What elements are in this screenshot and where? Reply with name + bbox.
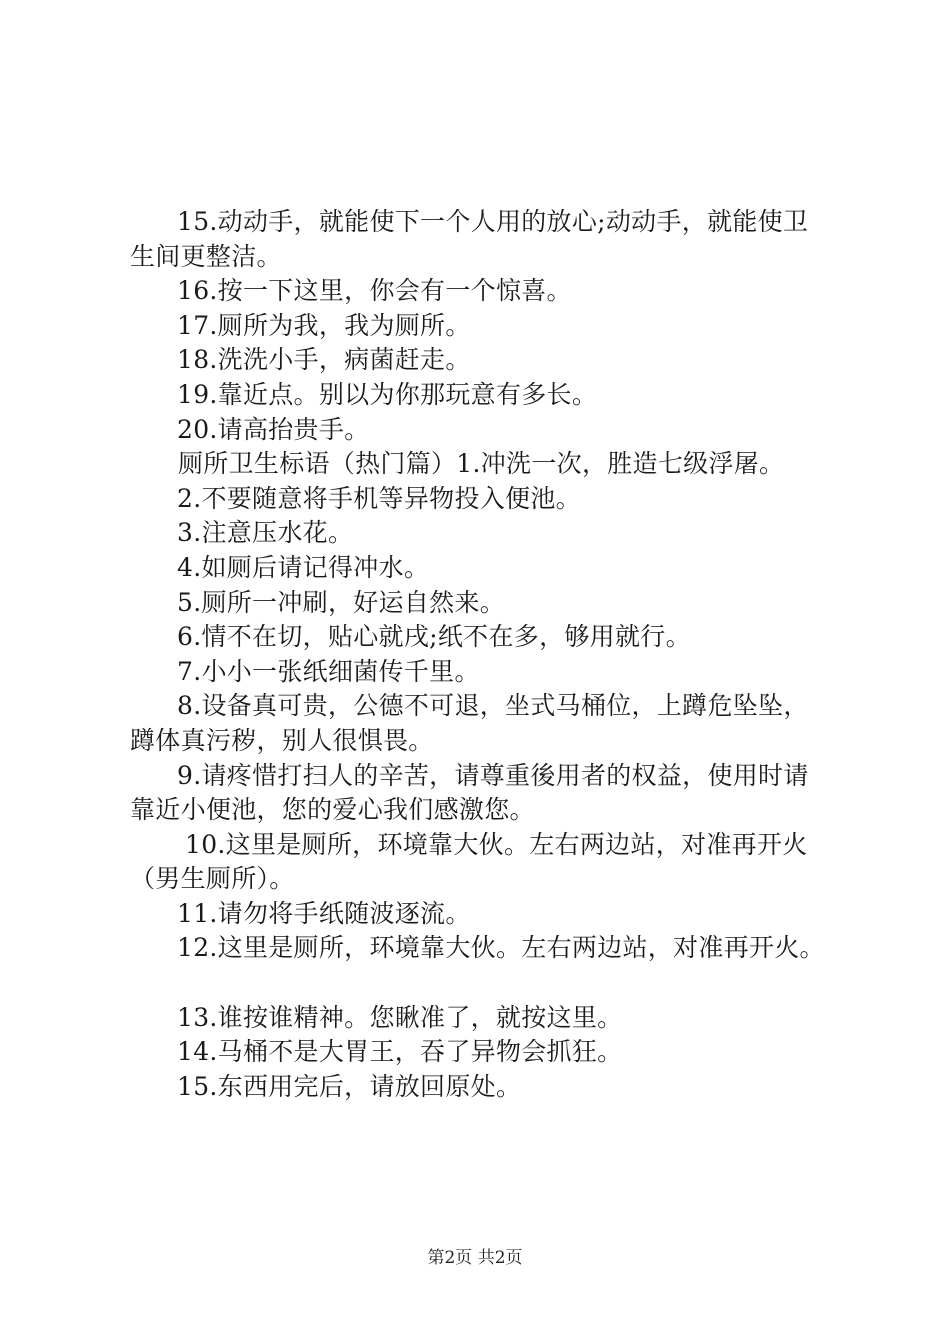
- slogan-line: 11.请勿将手纸随波逐流。: [177, 898, 471, 928]
- page-indicator: 第2页 共2页: [427, 1248, 523, 1268]
- slogan-line: 12.这里是厕所，环境靠大伙。左右两边站，对准再开火。: [177, 933, 825, 963]
- slogan-line: 20.请高抬贵手。: [177, 414, 370, 444]
- slogan-line: 8.设备真可贵，公德不可退，坐式马桶位，上蹲危坠坠，: [177, 691, 809, 721]
- slogan-line: 3.注意压水花。: [177, 518, 354, 548]
- slogan-line: 5.厕所一冲刷，好运自然来。: [177, 587, 506, 617]
- slogan-line: 2.不要随意将手机等异物投入便池。: [177, 483, 581, 513]
- slogan-line: 15.动动手，就能使下一个人用的放心;动动手，就能使卫: [177, 207, 809, 236]
- slogan-line: 14.马桶不是大胃王，吞了异物会抓狂。: [177, 1037, 623, 1067]
- slogan-line-continuation: （男生厕所）。: [130, 864, 295, 894]
- slogan-line: 19.靠近点。别以为你那玩意有多长。: [177, 379, 598, 409]
- slogan-line: 16.按一下这里，你会有一个惊喜。: [177, 276, 572, 306]
- slogan-line: 17.厕所为我，我为厕所。: [177, 310, 471, 340]
- slogan-line: 10.这里是厕所，环境靠大伙。左右两边站，对准再开火: [185, 829, 808, 859]
- slogan-line: 6.情不在切，贴心就戌;纸不在多，够用就行。: [177, 622, 691, 652]
- blank-line: [130, 966, 835, 1001]
- slogan-line: 7.小小一张纸细菌传千里。: [177, 656, 480, 686]
- slogan-line: 15.东西用完后，请放回原处。: [177, 1071, 522, 1101]
- slogan-line-continuation: 靠近小便池，您的爱心我们感激您。: [130, 795, 535, 825]
- section-heading-line: 厕所卫生标语（热门篇）1.冲洗一次，胜造七级浮屠。: [178, 449, 785, 479]
- slogan-line: 18.洗洗小手，病菌赶走。: [177, 345, 471, 375]
- slogan-line-continuation: 蹲体真污秽，别人很惧畏。: [130, 725, 434, 755]
- slogan-line: 9.请疼惜打扫人的辛苦，请尊重後用者的权益，使用时请: [177, 760, 809, 790]
- slogan-line-continuation: 生间更整洁。: [130, 241, 282, 271]
- document-body: [130, 205, 835, 1104]
- slogan-line: 13.谁按谁精神。您瞅准了，就按这里。: [177, 1002, 623, 1032]
- slogan-line: 4.如厕后请记得冲水。: [177, 552, 430, 582]
